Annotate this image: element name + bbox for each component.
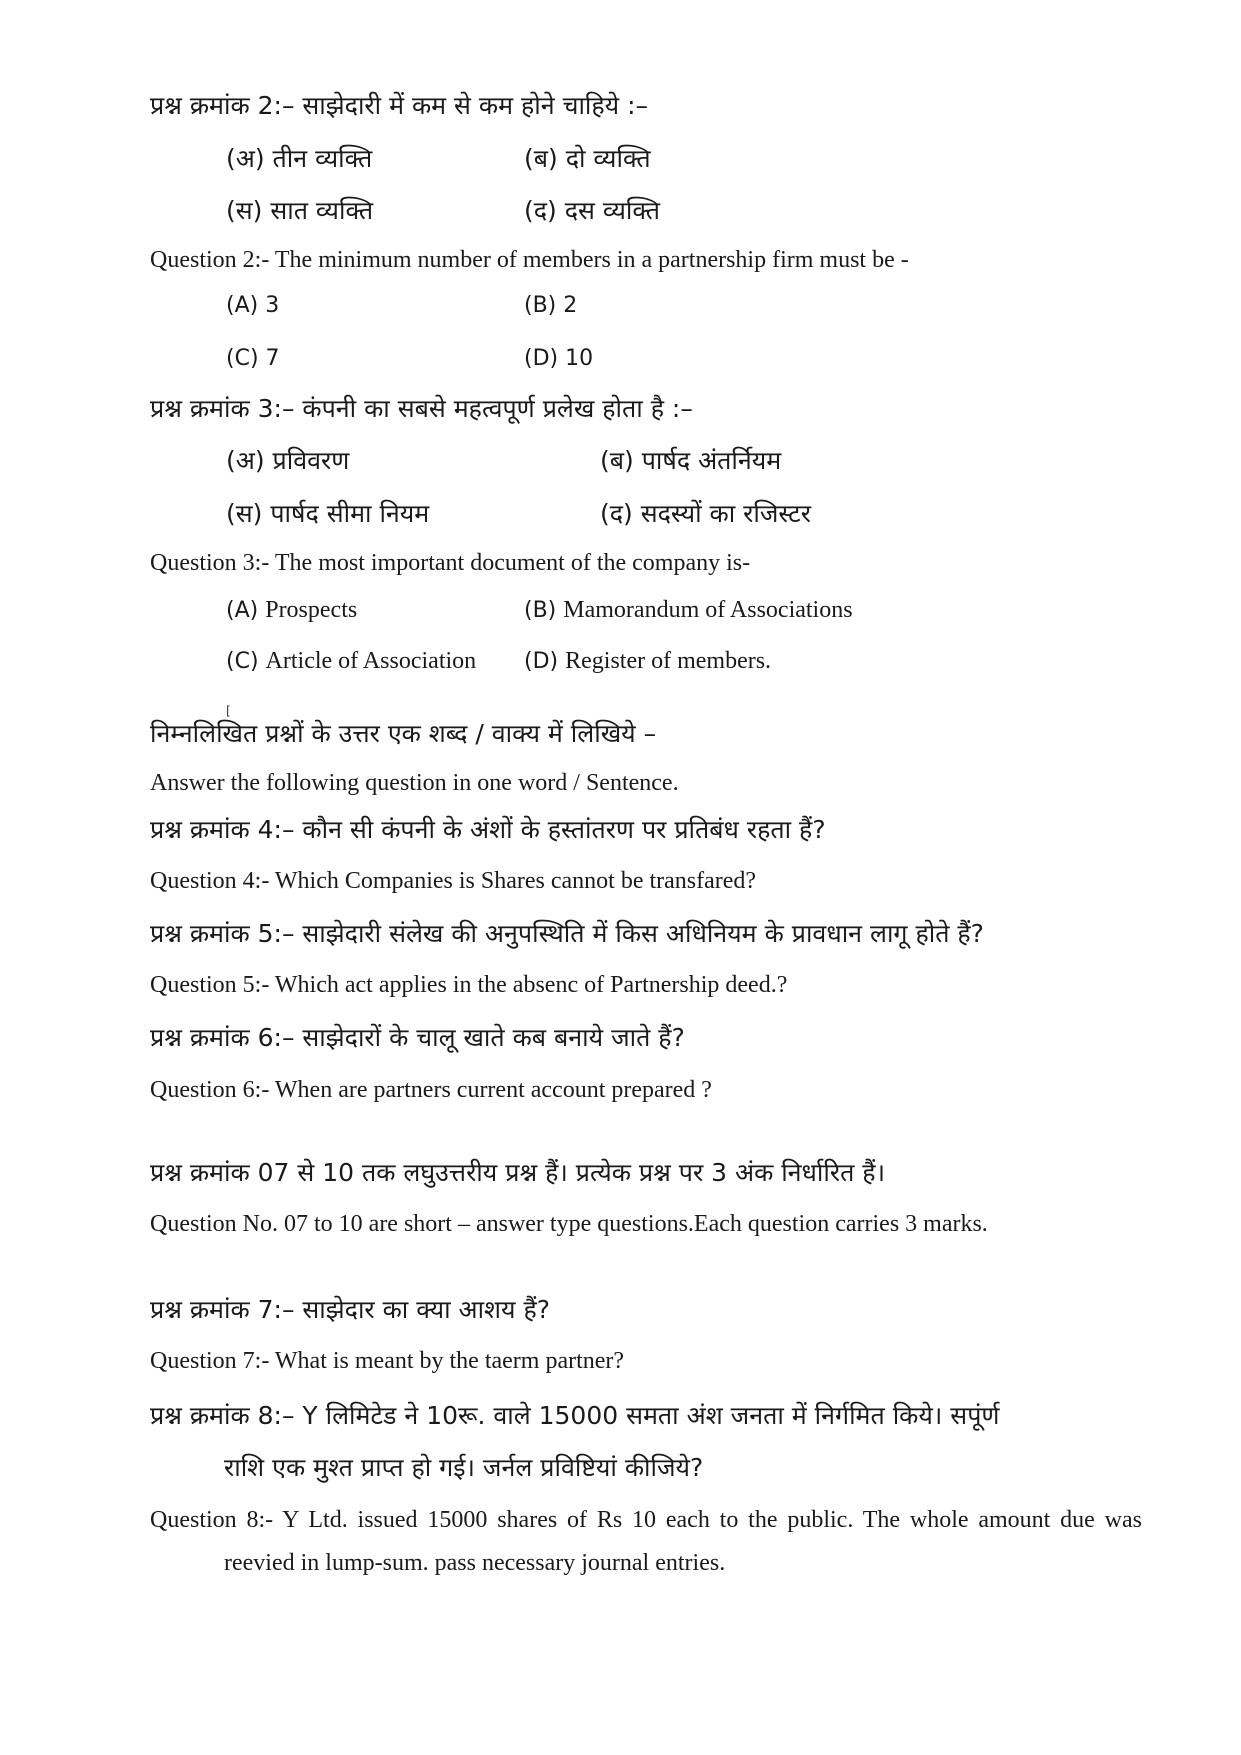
q5-english: Question 5:- Which act applies in the absenc of Partnership deed.? (150, 972, 788, 998)
q3-hindi-option-a: (अ) प्रविवरण (226, 446, 350, 475)
q5-hindi: प्रश्न क्रमांक 5:– साझेदारी संलेख की अनुपस्थिति में किस अधिनियम के प्रावधान लागू होते हैं? (150, 919, 984, 948)
section-one-word-english: Answer the following question in one word / Sentence. (150, 770, 679, 796)
option-text: 2 (563, 293, 578, 318)
q8-english-line-2: reevied in lump-sum. pass necessary journal entries. (224, 1550, 726, 1576)
option-text: Prospects (265, 597, 358, 623)
q3-hindi-question: प्रश्न क्रमांक 3:– कंपनी का सबसे महत्वपूर्ण प्रलेख होता है :– (150, 394, 693, 423)
q8-hindi-line-2: राशि एक मुश्त प्राप्त हो गई। जर्नल प्रविष्टियां कीजिये? (224, 1453, 704, 1482)
option-label: (A) (226, 598, 259, 623)
option-text: Article of Association (265, 648, 477, 674)
section-one-word-hindi: निम्नलिखित प्रश्नों के उत्तर एक शब्द / वाक्य में लिखिये – (150, 719, 657, 748)
q6-english: Question 6:- When are partners current account prepared ? (150, 1077, 712, 1103)
option-text: Mamorandum of Associations (563, 597, 853, 623)
q2-english-question: Question 2:- The minimum number of members in a partnership firm must be - (150, 247, 909, 273)
option-label: (D) (524, 649, 559, 674)
q4-hindi: प्रश्न क्रमांक 4:– कौन सी कंपनी के अंशों के हस्तांतरण पर प्रतिबंध रहता हैं? (150, 815, 826, 844)
option-label: (B) (524, 598, 557, 623)
q8-english-line-1: Question 8:- Y Ltd. issued 15000 shares of Rs 10 each to the public. The whole amount due was (150, 1507, 1142, 1533)
q4-english: Question 4:- Which Companies is Shares cannot be transfared? (150, 868, 757, 894)
q2-hindi-option-a: (अ) तीन व्यक्ति (226, 144, 373, 173)
q2-hindi-option-d: (द) दस व्यक्ति (524, 196, 661, 225)
q2-english-option-d (524, 344, 593, 374)
q2-english-option-c (226, 344, 280, 374)
q3-hindi-option-d: (द) सदस्यों का रजिस्टर (600, 499, 811, 528)
section-short-hindi: प्रश्न क्रमांक 07 से 10 तक लघुउत्तरीय प्रश्न हैं। प्रत्येक प्रश्न पर 3 अंक निर्धारित हैं। (150, 1158, 886, 1187)
option-text: 3 (265, 293, 280, 318)
q3-english-option-d (524, 646, 771, 677)
option-label: (C) (226, 649, 259, 674)
stray-mark: [ (226, 704, 231, 718)
option-text: 7 (265, 346, 280, 371)
q2-hindi-question: प्रश्न क्रमांक 2:– साझेदारी में कम से कम होने चाहिये :– (150, 91, 649, 120)
q7-hindi: प्रश्न क्रमांक 7:– साझेदार का क्या आशय हैं? (150, 1295, 551, 1324)
q7-english: Question 7:- What is meant by the taerm partner? (150, 1348, 625, 1374)
option-label: (A) (226, 293, 259, 318)
section-short-english: Question No. 07 to 10 are short – answer type questions.Each question carries 3 marks. (150, 1211, 988, 1237)
q2-hindi-option-c: (स) सात व्यक्ति (226, 196, 374, 225)
q6-hindi: प्रश्न क्रमांक 6:– साझेदारों के चालू खाते कब बनाये जाते हैं? (150, 1023, 685, 1052)
q2-hindi-option-b: (ब) दो व्यक्ति (524, 144, 651, 173)
option-text: 10 (565, 346, 594, 371)
option-label: (B) (524, 293, 557, 318)
option-label: (C) (226, 346, 259, 371)
q3-english-option-b (524, 595, 853, 626)
q3-english-option-c (226, 646, 476, 677)
option-label: (D) (524, 346, 559, 371)
q3-hindi-option-c: (स) पार्षद सीमा नियम (226, 499, 430, 528)
option-text: Register of members. (565, 648, 772, 674)
q3-english-question: Question 3:- The most important document of the company is- (150, 550, 751, 576)
q3-hindi-option-b: (ब) पार्षद अंतर्नियम (600, 446, 782, 475)
q2-english-option-a (226, 291, 279, 321)
q8-hindi-line-1: प्रश्न क्रमांक 8:– Y लिमिटेड ने 10रू. वाले 15000 समता अंश जनता में निर्गमित किये। सपूंर्ण (150, 1401, 1000, 1430)
q2-english-option-b (524, 291, 577, 321)
q3-english-option-a (226, 595, 357, 626)
